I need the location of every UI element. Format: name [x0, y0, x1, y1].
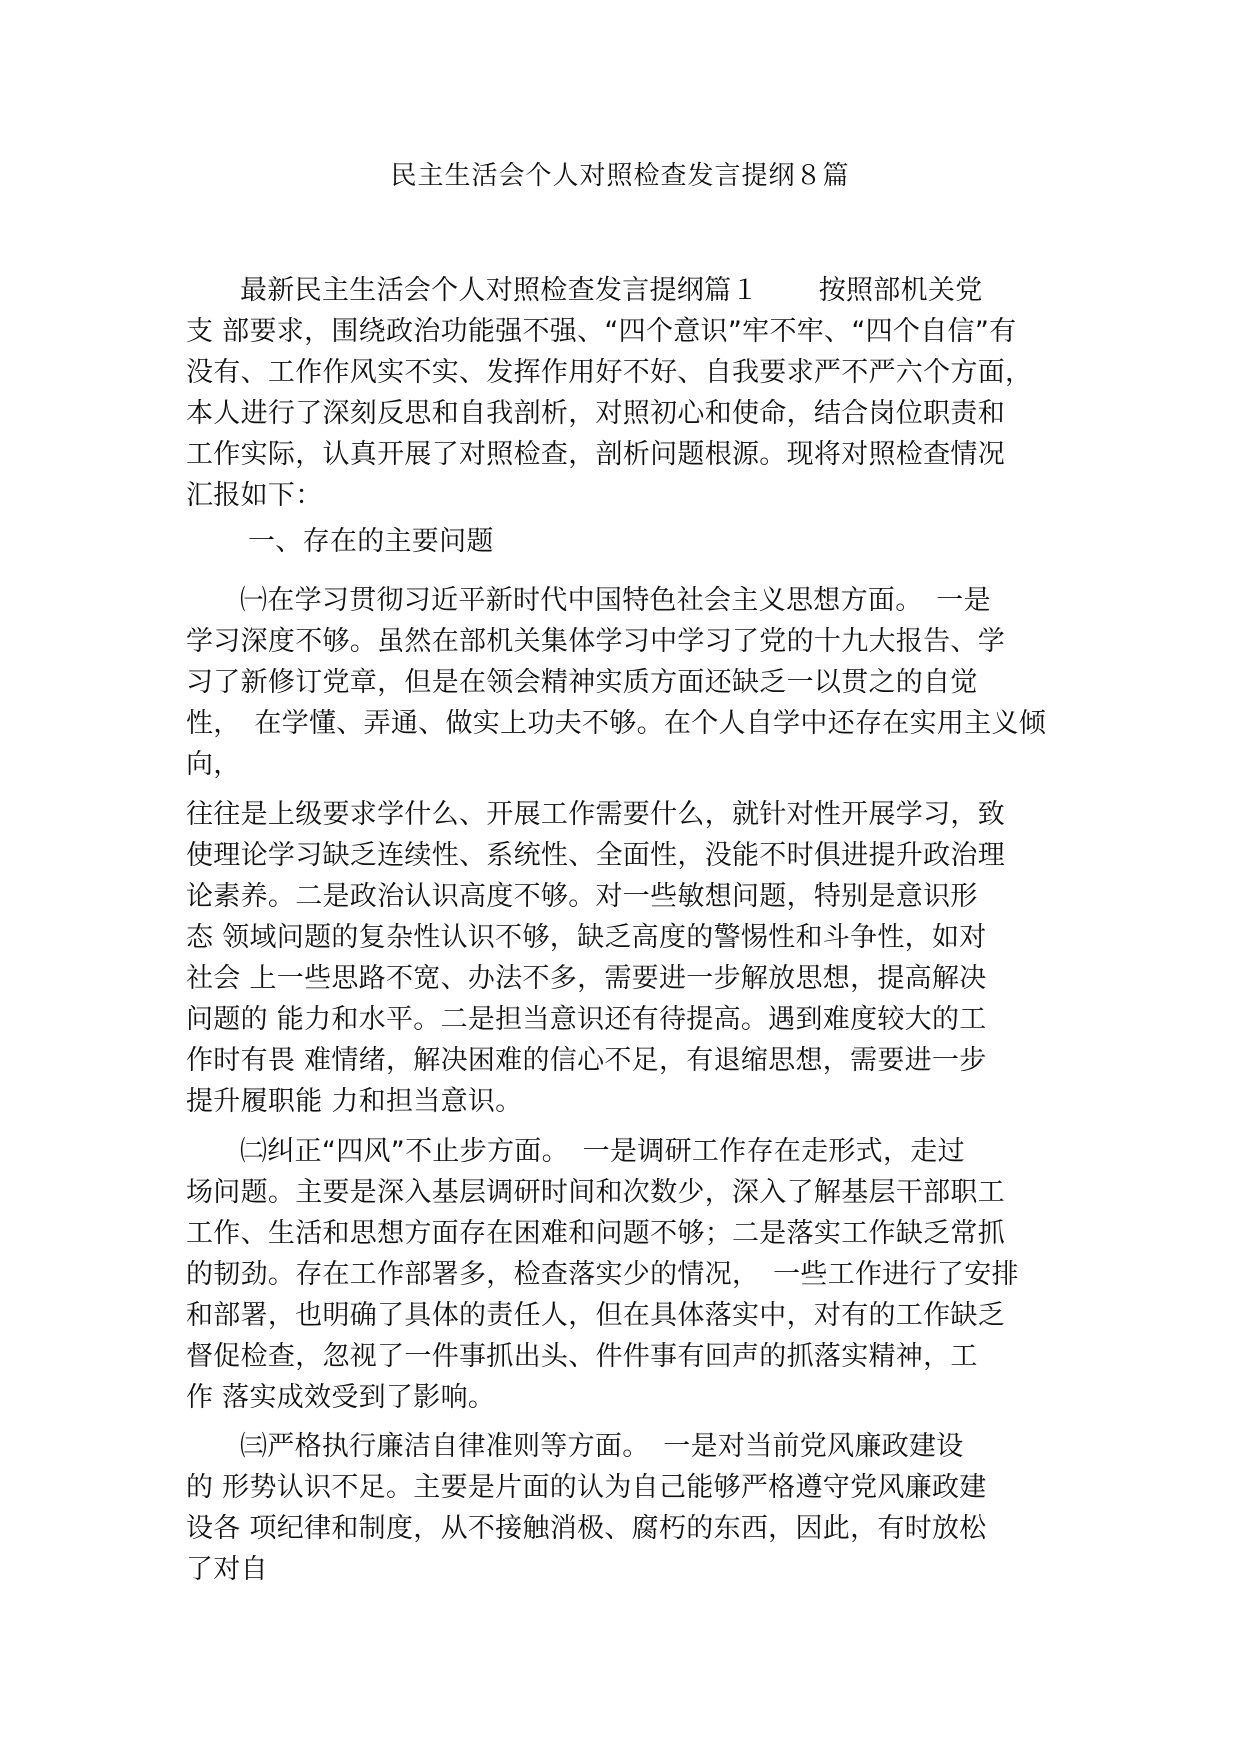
paragraph-line: 没有、工作作风实不实、发挥作用好不好、自我要求严不严六个方面，	[186, 357, 1033, 388]
paragraph-study	[186, 580, 1054, 785]
paragraph-line: 性， 在学懂、弄通、做实上功夫不够。在个人自学中还存在实用主义倾	[186, 708, 1047, 739]
paragraph-line: 场问题。主要是深入基层调研时间和次数少，深入了解基层干部职工	[186, 1177, 1005, 1208]
paragraph-line: 提升履职能 力和担当意识。	[186, 1086, 523, 1117]
paragraph-line: 和部署，也明确了具体的责任人，但在具体落实中，对有的工作缺乏	[186, 1300, 1005, 1331]
section-heading	[186, 521, 1054, 562]
paragraph-line: 向，	[186, 749, 241, 780]
paragraph-line: 的韧劲。存在工作部署多，检查落实少的情况， 一些工作进行了安排	[186, 1259, 1019, 1290]
paragraph-line: 社会 上一些思路不宽、办法不多，需要进一步解放思想，提高解决	[186, 963, 987, 994]
paragraph-line: ㈠在学习贯彻习近平新时代中国特色社会主义思想方面。 一是	[240, 585, 991, 616]
paragraph-line: 工作、生活和思想方面存在困难和问题不够；二是落实工作缺乏常抓	[186, 1218, 1005, 1249]
paragraph-line: 本人进行了深刻反思和自我剖析，对照初心和使命，结合岗位职责和	[186, 398, 1005, 429]
paragraph-line: 了对自	[186, 1554, 268, 1585]
paragraph-line: 问题的 能力和水平。二是担当意识还有待提高。遇到难度较大的工	[186, 1004, 987, 1035]
section-heading-text: 一、存在的主要问题	[248, 526, 494, 557]
paragraph-line: ㈡纠正“四风”不止步方面。 一是调研工作存在走形式，走过	[240, 1136, 965, 1167]
paragraph-intro	[186, 270, 1054, 516]
paragraph-line: ㈢严格执行廉洁自律准则等方面。 一是对当前党风廉政建设	[240, 1431, 964, 1462]
paragraph-study-continued	[186, 794, 1054, 1122]
paragraph-line: 态 领域问题的复杂性认识不够，缺乏高度的警惕性和斗争性，如对	[186, 922, 987, 953]
paragraph-line: 作时有畏 难情绪，解决困难的信心不足，有退缩思想，需要进一步	[186, 1045, 987, 1076]
paragraph-line: 支 部要求，围绕政治功能强不强、“四个意识”牢不牢、“四个自信”有	[186, 316, 1017, 347]
paragraph-line: 作 落实成效受到了影响。	[186, 1382, 496, 1413]
paragraph-line: 使理论学习缺乏连续性、系统性、全面性，没能不时俱进提升政治理	[186, 840, 1005, 871]
paragraph-line: 工作实际，认真开展了对照检查，剖析问题根源。现将对照检查情况	[186, 439, 1005, 470]
paragraph-line: 论素养。二是政治认识高度不够。对一些敏想问题，特别是意识形	[186, 881, 978, 912]
paragraph-line: 学习深度不够。虽然在部机关集体学习中学习了党的十九大报告、学	[186, 626, 1005, 657]
paragraph-line: 设各 项纪律和制度，从不接触消极、腐朽的东西，因此，有时放松	[186, 1513, 987, 1544]
paragraph-four-styles	[186, 1131, 1054, 1418]
paragraph-line: 的 形势认识不足。主要是片面的认为自己能够严格遵守党风廉政建	[186, 1472, 987, 1503]
paragraph-line: 汇报如下：	[186, 480, 323, 511]
paragraph-line	[186, 270, 1054, 311]
paragraph-line: 习了新修订党章，但是在领会精神实质方面还缺乏一以贯之的自觉	[186, 667, 978, 698]
paragraph-integrity	[186, 1426, 1054, 1590]
paragraph-line: 往往是上级要求学什么、开展工作需要什么，就针对性开展学习，致	[186, 799, 1005, 830]
article-heading: 最新民主生活会个人对照检查发言提纲篇１	[240, 275, 759, 306]
document-title: 民主生活会个人对照检查发言提纲８篇	[390, 161, 850, 191]
paragraph-line: 督促检查，忽视了一件事抓出头、件件事有回声的抓落实精神，工	[186, 1341, 978, 1372]
paragraph-line-text: 按照部机关党	[818, 275, 983, 306]
